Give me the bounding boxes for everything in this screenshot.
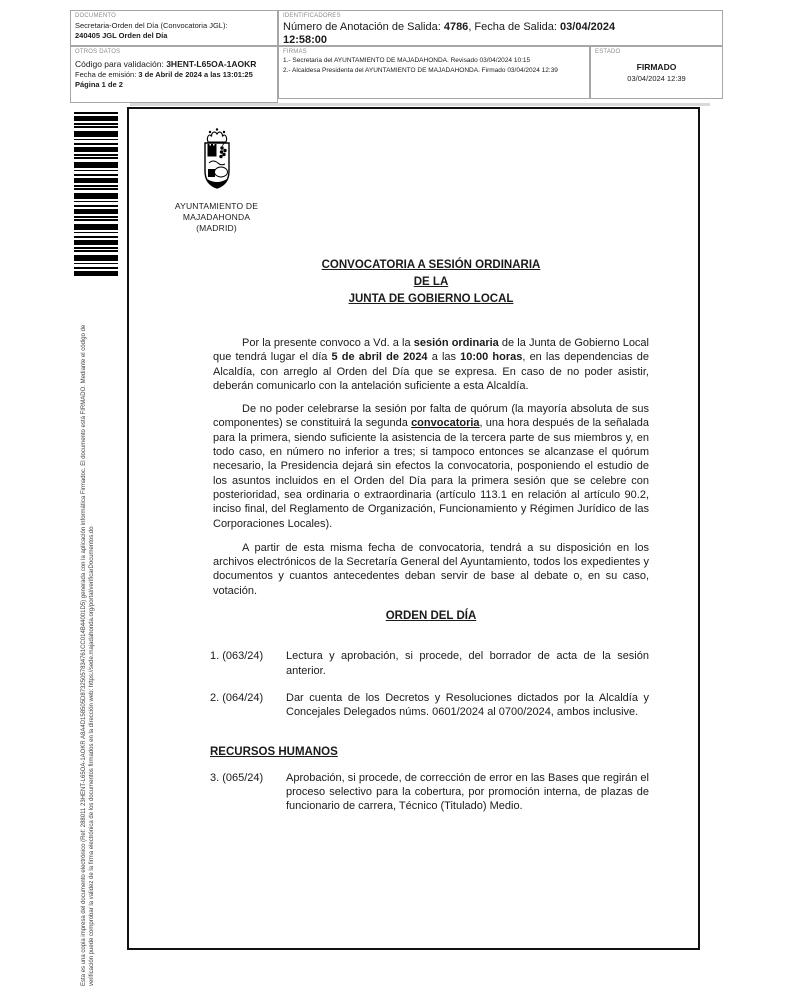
agenda-item-2: [210, 691, 649, 720]
firma-item-1: 1.- Secretaria del AYUNTAMIENTO DE MAJADAHONDA. Revisado 03/04/2024 10:15: [283, 57, 531, 64]
agenda-item-3: [210, 771, 649, 814]
documento-label: DOCUMENTO: [75, 13, 117, 19]
identificadores-content: [283, 21, 718, 46]
paragraph-quorum: De no poder celebrarse la sesión por falta de quórum (la mayoría absoluta de sus componentes) se constituirá la segunda convocatoria, una hora después de la señalada para la primera, siendo suficiente la asistencia de la tercera parte de sus miembros y, en todo caso, en número no inferior a tres; si tampoco entonces se alcanzase el quórum necesario, la Presidencia dejará sin efectos la convocatoria, posponiendo el estudio de los asuntos incluidos en el Orden del Día para la primera sesión que se celebre con posterioridad, sea ordinaria o extraordinaria (artículo 113.1 en relación al artículo 90.2, inciso final, del Reglamento de Organización, Funcionamiento y Régimen Jurídico de las Corporaciones Locales).: [213, 403, 649, 530]
codigo-label: Código para validación:: [75, 59, 167, 69]
header-box-identificadores: [278, 10, 723, 46]
salida-num-label: Número de Anotación de Salida:: [283, 21, 444, 33]
title-line1: CONVOCATORIA A SESIÓN ORDINARIA: [321, 259, 541, 271]
agenda-item-1-number: 1. (063/24): [210, 650, 264, 663]
agenda-item-3-text: Aprobación, si procede, de corrección de error en las Bases que regirán el proceso selectivo para la cobertura, por promoción interna, de plazas de funcionario de carrera, Técnico (Titulado) Medio.: [286, 771, 649, 813]
orden-del-dia-heading: ORDEN DEL DÍA: [385, 610, 477, 623]
header-box-documento: [70, 10, 278, 46]
identificadores-label: IDENTIFICADORES: [283, 13, 341, 19]
codigo-value: 3HENT-L65OA-1AOKR: [166, 59, 257, 69]
title-line3: JUNTA DE GOBIERNO LOCAL: [348, 293, 514, 305]
emblem-block: [139, 127, 294, 234]
side-note-line2: verificación puede comprobar la validez de la firma electrónica de los documentos firmados en la dirección web: https://sede.majadahonda.org/portal/verificarDocumentos.do: [88, 526, 95, 986]
org-line3: (MADRID): [196, 223, 237, 233]
firmas-label: FIRMAS: [283, 49, 307, 55]
paragraph-archivos: A partir de esta misma fecha de convocatoria, tendrá a su disposición en los archivos electrónicos de la Secretaría General del Ayuntamiento, todos los expedientes y documentos y cuantos antecedentes deban servir de base al debate o, en su caso, votación.: [213, 541, 649, 597]
fecha-salida-label: , Fecha de Salida:: [468, 21, 561, 33]
org-line2: MAJADAHONDA: [182, 212, 251, 222]
fecha-salida-time: 12:58:00: [283, 34, 328, 46]
paragraph-convocatoria: Por la presente convoco a Vd. a la sesión ordinaria de la Junta de Gobierno Local que tendrá lugar el día 5 de abril de 2024 a las 10:00 horas, en las dependencias de Alcaldía, con arreglo al Orden del Día que se expresa. En caso de no poder asistir, deberán comunicarlo con la antelación suficiente a esta Alcaldía.: [213, 337, 649, 392]
document-page: [127, 107, 700, 950]
side-note-line1: Esta es una copia impresa del documento electrónico (Ref: 288011 23HENT-L65OA-1AOKR A8A4D158505D87325057834761CC014B44001D5) generada con la aplicación informática Firmadoc. El documento está FIRMADO. Mediante el código de: [81, 324, 87, 986]
side-verification-note: [81, 288, 96, 986]
org-line1: AYUNTAMIENTO DE: [174, 201, 259, 211]
otros-datos-label: OTROS DATOS: [75, 49, 121, 55]
firma-item-2: 2.- Alcaldesa Presidenta del AYUNTAMIENTO DE MAJADAHONDA. Firmado 03/04/2024 12:39: [283, 66, 558, 74]
emision-value: 3 de Abril de 2024 a las 13:01:25: [138, 70, 253, 79]
salida-num-value: 4786: [443, 21, 469, 33]
agenda-item-2-number: 2. (064/24): [210, 691, 264, 704]
agenda-item-3-number: 3. (065/24): [210, 771, 264, 784]
header-box-estado: [590, 46, 723, 99]
documento-line1: Secretaria-Orden del Día (Convocatoria JGL):: [75, 21, 228, 30]
emision-label: Fecha de emisión:: [75, 70, 139, 79]
header-box-otros-datos: [70, 46, 278, 103]
document-title: [213, 257, 649, 308]
barcode: [74, 112, 118, 278]
frame-top-shadow: [130, 103, 710, 106]
fecha-salida-date: 03/04/2024: [560, 21, 616, 33]
fecha-emision: [75, 70, 273, 80]
estado-date: 03/04/2024 12:39: [627, 74, 686, 83]
documento-line2: 240405 JGL Orden del Día: [75, 30, 168, 40]
document-body: [210, 257, 649, 814]
estado-label: ESTADO: [595, 49, 621, 55]
header-box-firmas: [278, 46, 590, 99]
codigo-validacion: [75, 58, 273, 70]
title-line2: DE LA: [413, 276, 449, 288]
section-recursos-humanos: RECURSOS HUMANOS: [210, 745, 338, 758]
estado-value: FIRMADO: [636, 62, 677, 72]
organization-name: [139, 201, 294, 234]
coat-of-arms-icon: [197, 127, 237, 193]
pagina-indicator: Página 1 de 2: [75, 80, 123, 89]
agenda-item-1: [210, 649, 649, 678]
agenda-item-2-text: Dar cuenta de los Decretos y Resoluciones dictados por la Alcaldía y Concejales Delegados núms. 0601/2024 al 0700/2024, ambos inclusive.: [286, 691, 649, 719]
agenda-item-1-text: Lectura y aprobación, si procede, del borrador de acta de la sesión anterior.: [286, 650, 649, 677]
